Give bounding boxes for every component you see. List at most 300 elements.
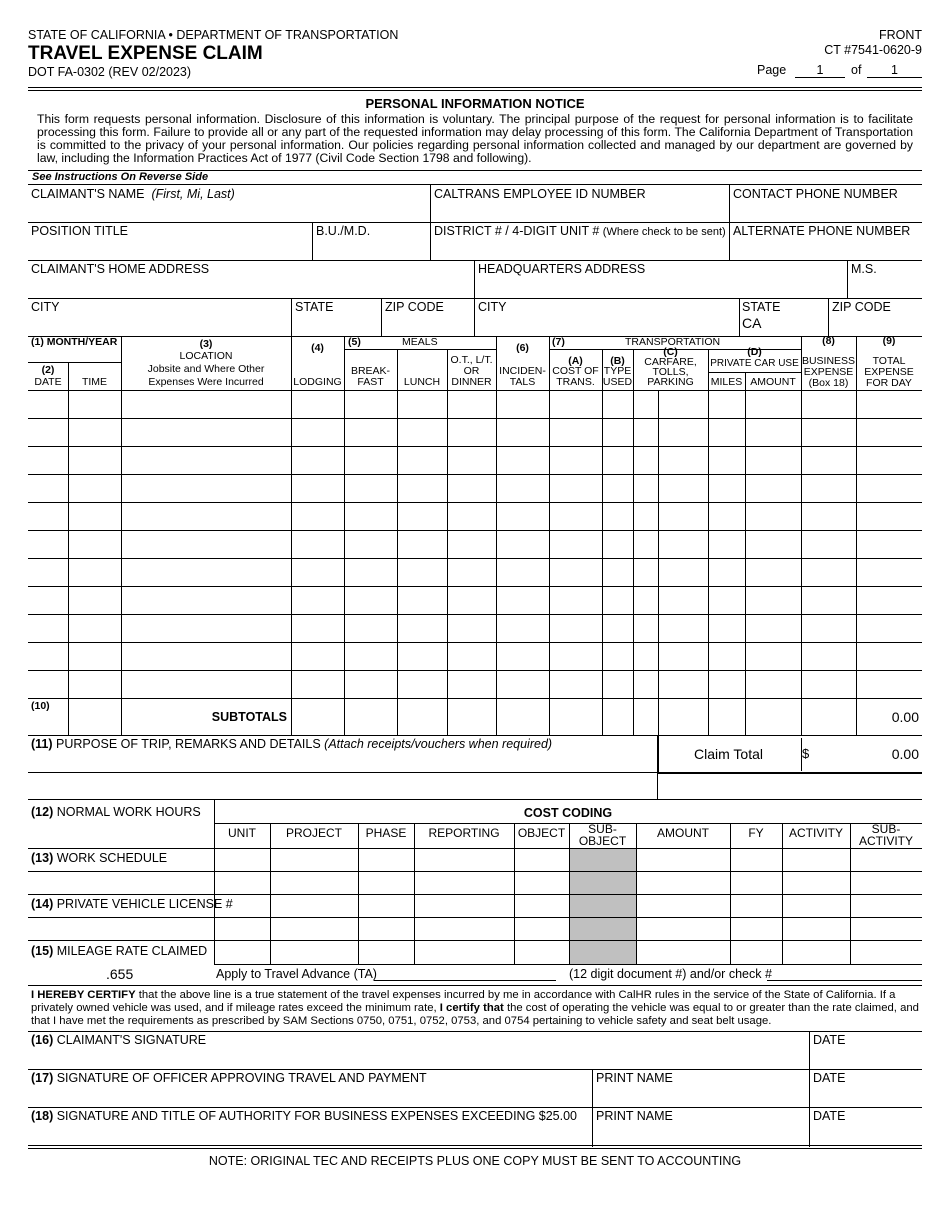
expense-cell[interactable] [802, 559, 855, 585]
expense-cell[interactable] [29, 475, 67, 501]
expense-cell[interactable] [497, 419, 548, 445]
h10-num: (10) [31, 700, 50, 712]
cost-coding-cell[interactable] [783, 941, 849, 962]
expense-cell[interactable] [292, 391, 343, 417]
expense-cell[interactable] [122, 503, 290, 529]
expense-cell[interactable] [69, 531, 120, 557]
col-d-h1: PRIVATE CAR USE [710, 358, 799, 369]
expense-cell[interactable] [345, 531, 396, 557]
expense-cell[interactable] [69, 391, 120, 417]
work-schedule-field[interactable] [28, 866, 212, 894]
breakfast-h1: BREAK- [350, 365, 391, 377]
expense-cell[interactable] [709, 615, 744, 641]
claimant-name-label: CLAIMANT'S NAME (First, Mi, Last) [31, 187, 235, 201]
expense-cell[interactable] [550, 643, 601, 669]
expense-cell[interactable] [550, 587, 601, 613]
cost-coding-cell[interactable] [851, 872, 921, 893]
zip-field[interactable] [383, 314, 473, 336]
expense-cell[interactable] [603, 587, 632, 613]
expense-cell[interactable] [603, 447, 632, 473]
expense-cell[interactable] [550, 503, 601, 529]
ct-number: CT #7541-0620-9 [824, 43, 922, 57]
cost-coding-cell[interactable] [215, 872, 269, 893]
cost-coding-cell[interactable] [271, 918, 357, 939]
cost-coding-cell[interactable] [415, 895, 513, 916]
expense-cell[interactable] [345, 559, 396, 585]
claim-total-value: 0.00 [891, 746, 919, 762]
cost-coding-cell[interactable] [359, 918, 413, 939]
home-address-label: CLAIMANT'S HOME ADDRESS [31, 262, 210, 276]
expense-cell[interactable] [746, 391, 800, 417]
cost-coding-cell[interactable] [637, 895, 729, 916]
expense-cell[interactable] [746, 615, 800, 641]
vehicle-license-field[interactable] [28, 912, 212, 940]
expense-cell[interactable] [634, 531, 707, 557]
expense-cell[interactable] [802, 643, 855, 669]
cost-col-phase-header: PHASE [365, 826, 407, 840]
expense-cell[interactable] [292, 671, 343, 697]
expense-cell[interactable] [122, 615, 290, 641]
expense-cell[interactable] [857, 643, 921, 669]
incidentals-h1: INCIDEN- [499, 365, 546, 377]
expense-cell[interactable] [29, 643, 67, 669]
normal-hours-field[interactable] [28, 820, 212, 848]
expense-cell[interactable] [69, 447, 120, 473]
position-title-label: POSITION TITLE [31, 224, 129, 238]
contact-phone-field[interactable] [731, 200, 922, 222]
time-col-header: TIME [81, 376, 108, 388]
cost-col-reporting-header: REPORTING [428, 826, 500, 840]
form-title: TRAVEL EXPENSE CLAIM [28, 43, 263, 64]
page-number-field[interactable]: 1 [816, 63, 824, 77]
expense-cell[interactable] [448, 447, 495, 473]
expense-cell[interactable] [550, 447, 601, 473]
expense-cell[interactable] [292, 559, 343, 585]
expense-cell[interactable] [29, 671, 67, 697]
cost-coding-cell[interactable] [215, 849, 269, 870]
state-field[interactable] [293, 314, 381, 336]
amount-col-header: AMOUNT [750, 376, 796, 388]
expense-cell[interactable] [709, 559, 744, 585]
expense-cell[interactable] [857, 419, 921, 445]
form-number: DOT FA-0302 (REV 02/2023) [28, 65, 192, 79]
cost-coding-cell[interactable] [851, 849, 921, 870]
expense-cell[interactable] [292, 531, 343, 557]
expense-cell[interactable] [634, 615, 707, 641]
expense-cell[interactable] [709, 643, 744, 669]
expense-cell[interactable] [69, 475, 120, 501]
expense-cell[interactable] [345, 419, 396, 445]
date-label-17: DATE [813, 1071, 846, 1085]
expense-cell[interactable] [603, 671, 632, 697]
expense-cell[interactable] [550, 615, 601, 641]
expense-cell[interactable] [122, 643, 290, 669]
expense-cell[interactable] [857, 671, 921, 697]
expense-cell[interactable] [603, 419, 632, 445]
expense-cell[interactable] [603, 643, 632, 669]
expense-cell[interactable] [802, 587, 855, 613]
cost-coding-cell[interactable] [731, 849, 781, 870]
expense-cell[interactable] [634, 559, 707, 585]
cost-coding-cell[interactable] [215, 941, 269, 962]
cost-coding-cell[interactable] [359, 872, 413, 893]
date-field-18[interactable] [811, 1123, 922, 1145]
home-address-field[interactable] [28, 276, 473, 298]
expense-cell[interactable] [292, 615, 343, 641]
hq-state-field[interactable]: CA [742, 315, 762, 331]
expense-cell[interactable] [746, 531, 800, 557]
cost-coding-cell[interactable] [851, 918, 921, 939]
expense-cell[interactable] [746, 475, 800, 501]
position-title-field[interactable] [28, 238, 312, 260]
cost-coding-cell[interactable] [271, 849, 357, 870]
expense-cell[interactable] [746, 419, 800, 445]
notice-title: PERSONAL INFORMATION NOTICE [365, 96, 585, 111]
business-h3: (Box 18) [808, 377, 849, 389]
ot-h2: OR [463, 365, 480, 377]
district-field[interactable] [432, 238, 728, 260]
expense-cell[interactable] [857, 447, 921, 473]
h1-num: (1) MONTH/YEAR [31, 336, 118, 348]
expense-cell[interactable] [746, 643, 800, 669]
cost-coding-cell[interactable] [637, 918, 729, 939]
expense-cell[interactable] [709, 531, 744, 557]
subtotals-label: SUBTOTALS [211, 710, 287, 724]
page-total-field[interactable]: 1 [891, 63, 898, 77]
h4-num: (4) [311, 342, 324, 354]
cost-coding-cell[interactable] [271, 941, 357, 962]
cost-coding-cell[interactable] [851, 941, 921, 962]
expense-cell[interactable] [69, 503, 120, 529]
currency-symbol: $ [802, 746, 810, 761]
expense-cell[interactable] [709, 391, 744, 417]
cost-coding-cell[interactable] [783, 918, 849, 939]
ta-field[interactable] [374, 964, 556, 980]
expense-cell[interactable] [448, 391, 495, 417]
expense-cell[interactable] [292, 503, 343, 529]
col-a-h2: TRANS. [556, 376, 595, 388]
cost-coding-cell[interactable] [215, 918, 269, 939]
expense-cell[interactable] [497, 559, 548, 585]
breakfast-h2: FAST [357, 376, 384, 388]
bumd-label: B.U./M.D. [316, 224, 371, 238]
print-name-field-18[interactable] [594, 1123, 808, 1145]
date-label-18: DATE [813, 1109, 846, 1123]
expense-cell[interactable] [29, 503, 67, 529]
subtotal-total-value: 0.00 [891, 709, 919, 725]
expense-cell[interactable] [603, 531, 632, 557]
expense-cell[interactable] [122, 559, 290, 585]
page-label: Page [757, 63, 787, 77]
cost-coding-cell[interactable] [637, 849, 729, 870]
claimant-signature-field[interactable] [28, 1047, 808, 1069]
expense-cell[interactable] [802, 475, 855, 501]
expense-cell[interactable] [69, 671, 120, 697]
date-field-16[interactable] [811, 1047, 922, 1069]
claimant-name-field[interactable] [28, 200, 430, 222]
expense-cell[interactable] [709, 447, 744, 473]
col-a: (A) [568, 355, 583, 367]
expense-cell[interactable] [292, 475, 343, 501]
expense-cell[interactable] [497, 531, 548, 557]
expense-cell[interactable] [857, 391, 921, 417]
expense-cell[interactable] [709, 587, 744, 613]
expense-cell[interactable] [497, 643, 548, 669]
cost-col-fy-header: FY [748, 826, 764, 840]
cost-coding-cell[interactable] [515, 918, 568, 939]
expense-cell[interactable] [497, 615, 548, 641]
cost-coding-cell[interactable] [415, 849, 513, 870]
cost-coding-cell[interactable] [359, 849, 413, 870]
expense-cell[interactable] [634, 671, 707, 697]
expense-cell[interactable] [857, 587, 921, 613]
date-field-17[interactable] [811, 1085, 922, 1107]
expense-cell[interactable] [69, 419, 120, 445]
expense-cell[interactable] [29, 419, 67, 445]
front-label: FRONT [878, 28, 922, 42]
expense-cell[interactable] [448, 559, 495, 585]
expense-cell[interactable] [857, 503, 921, 529]
expense-cell[interactable] [122, 587, 290, 613]
cost-coding-cell[interactable] [359, 941, 413, 962]
cost-col-amount-header: AMOUNT [657, 826, 709, 840]
expense-cell[interactable] [398, 475, 446, 501]
expense-cell[interactable] [345, 503, 396, 529]
total-h1: TOTAL [872, 355, 906, 367]
expense-cell[interactable] [398, 419, 446, 445]
expense-cell[interactable] [746, 671, 800, 697]
cost-coding-cell[interactable] [637, 941, 729, 962]
cost-coding-cell[interactable] [515, 872, 568, 893]
alt-phone-label: ALTERNATE PHONE NUMBER [733, 224, 911, 238]
h7-num: (7) [552, 336, 565, 348]
expense-cell[interactable] [398, 643, 446, 669]
expense-cell[interactable] [746, 447, 800, 473]
expense-cell[interactable] [398, 615, 446, 641]
expense-cell[interactable] [345, 671, 396, 697]
expense-cell[interactable] [122, 531, 290, 557]
ta-label: Apply to Travel Advance (TA) [216, 967, 377, 981]
expense-cell[interactable] [857, 531, 921, 557]
expense-cell[interactable] [709, 503, 744, 529]
expense-cell[interactable] [448, 419, 495, 445]
expense-cell[interactable] [709, 475, 744, 501]
expense-cell[interactable] [802, 419, 855, 445]
cost-coding-cell[interactable] [851, 895, 921, 916]
expense-cell[interactable] [292, 643, 343, 669]
expense-cell[interactable] [802, 615, 855, 641]
expense-cell[interactable] [29, 559, 67, 585]
cost-coding-cell[interactable] [731, 941, 781, 962]
expense-cell[interactable] [497, 391, 548, 417]
expense-cell[interactable] [69, 559, 120, 585]
expense-cell[interactable] [448, 643, 495, 669]
purpose-label: (11) PURPOSE OF TRIP, REMARKS AND DETAILS (Attach receipts/vouchers when required) [31, 737, 553, 751]
expense-cell[interactable] [497, 503, 548, 529]
hq-zip-field[interactable] [830, 314, 922, 336]
expense-cell[interactable] [709, 671, 744, 697]
expense-cell[interactable] [292, 447, 343, 473]
expense-cell[interactable] [857, 475, 921, 501]
total-h2: EXPENSE [864, 366, 914, 378]
expense-cell[interactable] [292, 587, 343, 613]
cost-coding-cell[interactable] [783, 895, 849, 916]
expense-cell[interactable] [448, 475, 495, 501]
cost-coding-cell[interactable] [515, 895, 568, 916]
employee-id-field[interactable] [432, 200, 728, 222]
expense-cell[interactable] [603, 391, 632, 417]
expense-cell[interactable] [398, 391, 446, 417]
expense-cell[interactable] [292, 419, 343, 445]
expense-cell[interactable] [398, 559, 446, 585]
expense-cell[interactable] [634, 391, 707, 417]
expense-cell[interactable] [550, 559, 601, 585]
city-field[interactable] [28, 314, 291, 336]
alt-phone-field[interactable] [731, 238, 922, 260]
officer-signature-field[interactable] [28, 1085, 590, 1107]
expense-cell[interactable] [345, 587, 396, 613]
cost-coding-cell[interactable] [515, 941, 568, 962]
expense-cell[interactable] [398, 447, 446, 473]
expense-cell[interactable] [550, 419, 601, 445]
cost-coding-cell[interactable] [271, 895, 357, 916]
expense-cell[interactable] [29, 447, 67, 473]
expense-cell[interactable] [634, 643, 707, 669]
purpose-field-line2[interactable] [28, 774, 656, 798]
cost-col-sub-activity-header: SUB- [871, 822, 901, 836]
expense-cell[interactable] [29, 531, 67, 557]
contact-phone-label: CONTACT PHONE NUMBER [733, 187, 898, 201]
normal-hours-label: (12) NORMAL WORK HOURS [31, 805, 201, 819]
cost-coding-cell[interactable] [271, 872, 357, 893]
expense-cell[interactable] [802, 391, 855, 417]
location-col-header: LOCATION [179, 350, 233, 362]
expense-cell[interactable] [448, 587, 495, 613]
h3-num: (3) [199, 338, 213, 350]
expense-cell[interactable] [857, 615, 921, 641]
subtotal-cell [746, 699, 800, 734]
incidentals-h2: TALS [509, 376, 536, 388]
expense-cell[interactable] [603, 475, 632, 501]
expense-cell[interactable] [448, 615, 495, 641]
expense-cell[interactable] [634, 475, 707, 501]
purpose-field[interactable] [28, 750, 656, 772]
expense-cell[interactable] [398, 587, 446, 613]
expense-cell[interactable] [550, 671, 601, 697]
expense-cell[interactable] [634, 587, 707, 613]
expense-cell[interactable] [122, 391, 290, 417]
expense-cell[interactable] [802, 531, 855, 557]
expense-cell[interactable] [550, 475, 601, 501]
cost-coding-cell[interactable] [637, 872, 729, 893]
expense-cell[interactable] [398, 503, 446, 529]
expense-cell[interactable] [345, 447, 396, 473]
expense-cell[interactable] [603, 615, 632, 641]
expense-cell[interactable] [345, 643, 396, 669]
hq-address-field[interactable] [476, 276, 846, 298]
expense-cell[interactable] [345, 475, 396, 501]
expense-cell[interactable] [802, 503, 855, 529]
expense-cell[interactable] [122, 671, 290, 697]
expense-cell[interactable] [746, 559, 800, 585]
expense-cell[interactable] [29, 587, 67, 613]
bumd-field[interactable] [314, 238, 430, 260]
expense-cell[interactable] [122, 447, 290, 473]
expense-cell[interactable] [122, 475, 290, 501]
expense-cell[interactable] [448, 503, 495, 529]
expense-cell[interactable] [634, 419, 707, 445]
expense-cell[interactable] [634, 503, 707, 529]
mileage-rate-value[interactable]: .655 [106, 966, 134, 982]
expense-cell[interactable] [345, 391, 396, 417]
expense-cell[interactable] [550, 531, 601, 557]
expense-cell[interactable] [29, 391, 67, 417]
h2-num: (2) [41, 364, 55, 376]
claim-total-label: Claim Total [694, 746, 763, 762]
print-name-field-17[interactable] [594, 1085, 808, 1107]
expense-cell[interactable] [69, 643, 120, 669]
cost-coding-cell[interactable] [359, 895, 413, 916]
cost-col-sub-activity-header-line2: ACTIVITY [858, 834, 913, 848]
expense-cell[interactable] [497, 587, 548, 613]
expense-cell[interactable] [746, 503, 800, 529]
expense-cell[interactable] [29, 615, 67, 641]
hq-city-field[interactable] [476, 314, 737, 336]
expense-cell[interactable] [448, 671, 495, 697]
expense-cell[interactable] [398, 531, 446, 557]
expense-cell[interactable] [497, 447, 548, 473]
ot-h1: O.T., L/T. [450, 354, 493, 366]
expense-cell[interactable] [497, 475, 548, 501]
doc-number-field[interactable] [767, 964, 922, 980]
cost-col-unit-header: UNIT [228, 826, 256, 840]
expense-cell[interactable] [603, 503, 632, 529]
expense-cell[interactable] [448, 531, 495, 557]
cost-coding-cell[interactable] [783, 872, 849, 893]
expense-cell[interactable] [69, 587, 120, 613]
authority-signature-field[interactable] [28, 1123, 590, 1145]
expense-cell[interactable] [345, 615, 396, 641]
expense-cell[interactable] [857, 559, 921, 585]
cost-coding-cell[interactable] [731, 872, 781, 893]
expense-cell[interactable] [709, 419, 744, 445]
cost-coding-cell[interactable] [415, 872, 513, 893]
cost-coding-title: COST CODING [523, 806, 613, 820]
cost-coding-cell[interactable] [415, 918, 513, 939]
expense-cell[interactable] [550, 391, 601, 417]
cost-coding-cell[interactable] [783, 849, 849, 870]
expense-cell[interactable] [398, 671, 446, 697]
expense-cell[interactable] [69, 615, 120, 641]
cost-coding-cell[interactable] [731, 918, 781, 939]
subtotal-cell [603, 699, 632, 734]
cost-coding-cell[interactable] [515, 849, 568, 870]
expense-cell[interactable] [603, 559, 632, 585]
subtotal-cell [398, 699, 446, 734]
expense-cell[interactable] [497, 671, 548, 697]
cost-coding-cell[interactable] [731, 895, 781, 916]
expense-cell[interactable] [746, 587, 800, 613]
of-label: of [851, 63, 862, 77]
expense-cell[interactable] [122, 419, 290, 445]
ms-field[interactable] [849, 276, 922, 298]
expense-cell[interactable] [802, 447, 855, 473]
meals-header: MEALS [402, 336, 438, 348]
expense-cell[interactable] [802, 671, 855, 697]
expense-cell[interactable] [634, 447, 707, 473]
cost-coding-cell[interactable] [415, 941, 513, 962]
print-name-label-18: PRINT NAME [596, 1109, 673, 1123]
